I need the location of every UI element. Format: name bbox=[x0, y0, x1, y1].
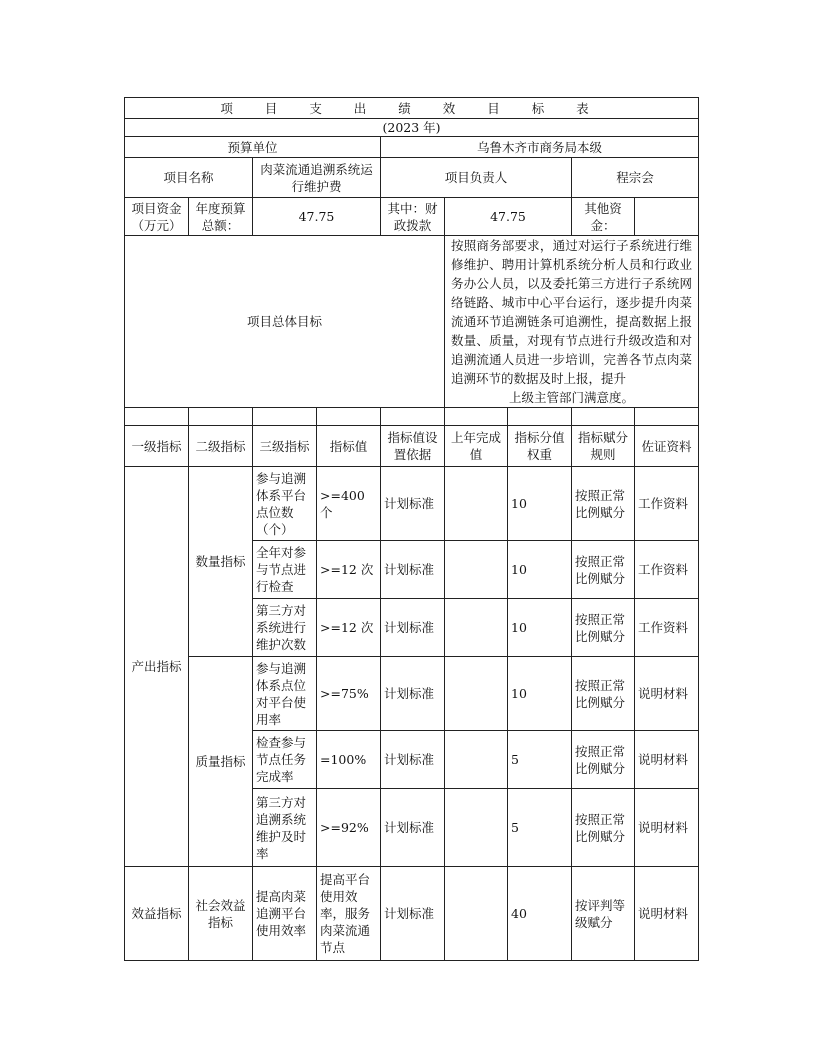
row-value: >=75% bbox=[317, 657, 381, 731]
spacer-cell bbox=[381, 408, 445, 426]
table-row bbox=[125, 467, 699, 541]
col-header-level3: 三级指标 bbox=[253, 426, 317, 467]
project-leader-value: 程宗会 bbox=[572, 158, 699, 198]
row-weight: 10 bbox=[508, 657, 572, 731]
row-last-year bbox=[445, 599, 508, 657]
row-evidence: 说明材料 bbox=[635, 867, 699, 961]
project-leader-label: 项目负责人 bbox=[381, 158, 572, 198]
spacer-cell bbox=[125, 408, 189, 426]
other-funds-value bbox=[635, 198, 699, 236]
spacer-cell bbox=[445, 408, 508, 426]
row-last-year bbox=[445, 467, 508, 541]
budget-unit-label: 预算单位 bbox=[125, 137, 381, 158]
table-row bbox=[125, 867, 699, 961]
overall-goal-last-line: 上级主管部门满意度。 bbox=[509, 390, 635, 405]
row-weight: 40 bbox=[508, 867, 572, 961]
row-rule: 按照正常比例赋分 bbox=[572, 657, 635, 731]
row-rule: 按照正常比例赋分 bbox=[572, 599, 635, 657]
row-weight: 10 bbox=[508, 467, 572, 541]
row-rule: 按照正常比例赋分 bbox=[572, 789, 635, 867]
row-rule: 按评判等级赋分 bbox=[572, 867, 635, 961]
spacer-cell bbox=[635, 408, 699, 426]
col-header-weight: 指标分值权重 bbox=[508, 426, 572, 467]
row-level3: 全年对参与节点进行检查 bbox=[253, 541, 317, 599]
col-header-last-year: 上年完成值 bbox=[445, 426, 508, 467]
group-social: 社会效益指标 bbox=[189, 867, 253, 961]
budget-unit-value: 乌鲁木齐市商务局本级 bbox=[381, 137, 699, 158]
row-level3: 参与追溯体系平台点位数（个） bbox=[253, 467, 317, 541]
col-header-level2: 二级指标 bbox=[189, 426, 253, 467]
row-basis: 计划标准 bbox=[381, 599, 445, 657]
row-last-year bbox=[445, 867, 508, 961]
other-funds-label: 其他资金： bbox=[572, 198, 635, 236]
spacer-cell bbox=[189, 408, 253, 426]
header-row bbox=[125, 426, 699, 467]
group-output: 产出指标 bbox=[125, 467, 189, 867]
row-basis: 计划标准 bbox=[381, 541, 445, 599]
col-header-value: 指标值 bbox=[317, 426, 381, 467]
annual-budget-label: 年度预算总额： bbox=[189, 198, 253, 236]
col-header-rule: 指标赋分规则 bbox=[572, 426, 635, 467]
row-rule: 按照正常比例赋分 bbox=[572, 467, 635, 541]
row-basis: 计划标准 bbox=[381, 867, 445, 961]
row-value: >=12 次 bbox=[317, 541, 381, 599]
row-basis: 计划标准 bbox=[381, 467, 445, 541]
row-weight: 5 bbox=[508, 789, 572, 867]
performance-target-table bbox=[124, 97, 699, 961]
table-year: (2023 年) bbox=[125, 119, 699, 137]
row-level3: 检查参与节点任务完成率 bbox=[253, 731, 317, 789]
row-value: >=400 个 bbox=[317, 467, 381, 541]
row-weight: 5 bbox=[508, 731, 572, 789]
table-title: 项 目 支 出 绩 效 目 标 表 bbox=[125, 98, 699, 119]
row-value: =100% bbox=[317, 731, 381, 789]
row-last-year bbox=[445, 657, 508, 731]
overall-goal-label: 项目总体目标 bbox=[125, 236, 445, 408]
row-level3: 第三方对追溯系统维护及时率 bbox=[253, 789, 317, 867]
row-basis: 计划标准 bbox=[381, 789, 445, 867]
row-evidence: 说明材料 bbox=[635, 657, 699, 731]
spacer-cell bbox=[572, 408, 635, 426]
row-level3: 提高肉菜追溯平台使用效率 bbox=[253, 867, 317, 961]
table-row bbox=[125, 657, 699, 731]
row-value: 提高平台使用效率，服务肉菜流通节点 bbox=[317, 867, 381, 961]
row-rule: 按照正常比例赋分 bbox=[572, 541, 635, 599]
fiscal-label: 其中：财政拨款 bbox=[381, 198, 445, 236]
row-last-year bbox=[445, 789, 508, 867]
row-rule: 按照正常比例赋分 bbox=[572, 731, 635, 789]
row-basis: 计划标准 bbox=[381, 657, 445, 731]
row-evidence: 工作资料 bbox=[635, 467, 699, 541]
overall-goal-body: 按照商务部要求，通过对运行子系统进行维修维护、聘用计算机系统分析人员和行政业务办公人员，以及委托第三方进行子系统网络链路、城市中心平台运行，逐步提升肉菜流通环节追溯链条可追溯性，提高数据上报数量、质量，对现有节点进行升级改造和对追溯流通人员进一步培训，完善各节点肉菜追溯环节的数据及时上报，提升 bbox=[451, 238, 693, 386]
row-evidence: 工作资料 bbox=[635, 599, 699, 657]
group-benefit: 效益指标 bbox=[125, 867, 189, 961]
spacer-cell bbox=[253, 408, 317, 426]
spacer-cell bbox=[317, 408, 381, 426]
row-last-year bbox=[445, 541, 508, 599]
row-value: >=12 次 bbox=[317, 599, 381, 657]
funds-label: 项目资金（万元） bbox=[125, 198, 189, 236]
annual-budget-value: 47.75 bbox=[253, 198, 381, 236]
row-weight: 10 bbox=[508, 541, 572, 599]
group-quantity: 数量指标 bbox=[189, 467, 253, 657]
spacer-cell bbox=[508, 408, 572, 426]
group-quality: 质量指标 bbox=[189, 657, 253, 867]
row-value: >=92% bbox=[317, 789, 381, 867]
row-weight: 10 bbox=[508, 599, 572, 657]
col-header-level1: 一级指标 bbox=[125, 426, 189, 467]
row-evidence: 工作资料 bbox=[635, 541, 699, 599]
project-name-value: 肉菜流通追溯系统运行维护费 bbox=[253, 158, 381, 198]
fiscal-value: 47.75 bbox=[445, 198, 572, 236]
project-name-label: 项目名称 bbox=[125, 158, 253, 198]
col-header-evidence: 佐证资料 bbox=[635, 426, 699, 467]
row-basis: 计划标准 bbox=[381, 731, 445, 789]
row-level3: 第三方对系统进行维护次数 bbox=[253, 599, 317, 657]
row-evidence: 说明材料 bbox=[635, 789, 699, 867]
row-last-year bbox=[445, 731, 508, 789]
row-level3: 参与追溯体系点位对平台使用率 bbox=[253, 657, 317, 731]
col-header-basis: 指标值设置依据 bbox=[381, 426, 445, 467]
row-evidence: 说明材料 bbox=[635, 731, 699, 789]
overall-goal-text bbox=[445, 236, 699, 408]
